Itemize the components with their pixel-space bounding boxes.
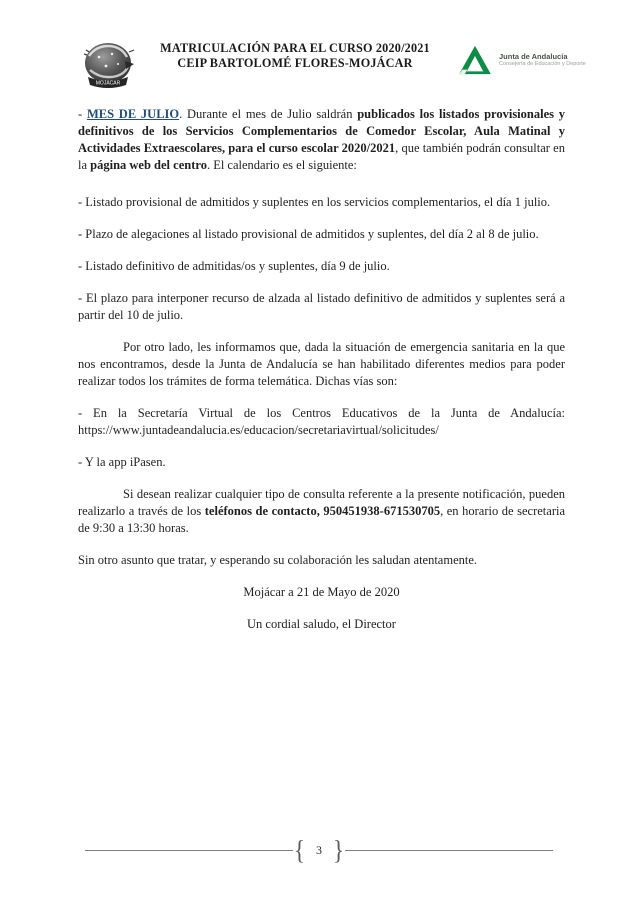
signature-line: Un cordial saludo, el Director	[247, 617, 396, 631]
junta-name: Junta de Andalucía	[499, 52, 568, 61]
date-line: Mojácar a 21 de Mayo de 2020	[243, 585, 400, 599]
closing-paragraph: Sin otro asunto que tratar, y esperando su colaboración les saludan atentamente.	[78, 553, 478, 567]
letter-body	[78, 106, 565, 648]
school-crest-icon	[82, 40, 136, 90]
via-item-secretaria-virtual: - En la Secretaría Virtual de los Centros Educativos de la Junta de Andalucía: https://www.juntadeandalucia.es/educacion/secretariavirtual/solicitudes/	[78, 406, 565, 437]
junta-logo	[458, 44, 586, 76]
title-line-1: MATRICULACIÓN PARA EL CURSO 2020/2021	[160, 41, 430, 55]
calendar-item: - Plazo de alegaciones al listado provisional de admitidos y suplentes, del día 2 al 8 de julio.	[78, 227, 539, 241]
page-footer	[85, 835, 553, 865]
school-logo	[82, 40, 136, 95]
telematic-paragraph: Por otro lado, les informamos que, dada la situación de emergencia sanitaria en la que nos encontramos, desde la Junta de Andalucía se han habilitado diferentes medios para poder realizar todos los trámites de forma telemática. Dichas vías son:	[78, 340, 565, 388]
page-number-brace-left: {	[294, 835, 306, 865]
junta-logo-text	[499, 52, 586, 68]
calendar-item: - El plazo para interponer recurso de alzada al listado definitivo de admitidos y suplentes será a partir del 10 de julio.	[78, 291, 565, 322]
via-item-ipasen: - Y la app iPasen.	[78, 455, 166, 469]
junta-a-icon	[458, 44, 492, 76]
document-header-title	[130, 41, 460, 71]
page-number: 3	[316, 842, 322, 857]
calendar-item: - Listado definitivo de admitidas/os y suplentes, día 9 de julio.	[78, 259, 390, 273]
intro-paragraph: - MES DE JULIO. Durante el mes de Julio saldrán publicados los listados provisionales y definitivos de los Servicios Complementarios de Comedor Escolar, Aula Matinal y Actividades Extraescolares, para el curso escolar 2020/2021, que también podrán consultar en la página web del centro. El calendario es el siguiente:	[78, 107, 566, 172]
contact-paragraph: Si desean realizar cualquier tipo de consulta referente a la presente notificación, pueden realizarlo a través de los teléfonos de contacto, 950451938-671530705, en horario de secretaria de 9:30 a 13:30 horas.	[78, 487, 566, 535]
footer-rule-right	[345, 850, 553, 851]
footer-rule-left	[85, 850, 293, 851]
junta-department: Consejería de Educación y Deporte	[499, 61, 586, 67]
title-line-2: CEIP BARTOLOMÉ FLORES-MOJÁCAR	[177, 56, 413, 70]
school-logo-banner-text: MOJACAR	[95, 80, 121, 87]
page-number-brace-right: }	[332, 835, 344, 865]
calendar-item: - Listado provisional de admitidos y suplentes en los servicios complementarios, el día 1 julio.	[78, 195, 551, 209]
